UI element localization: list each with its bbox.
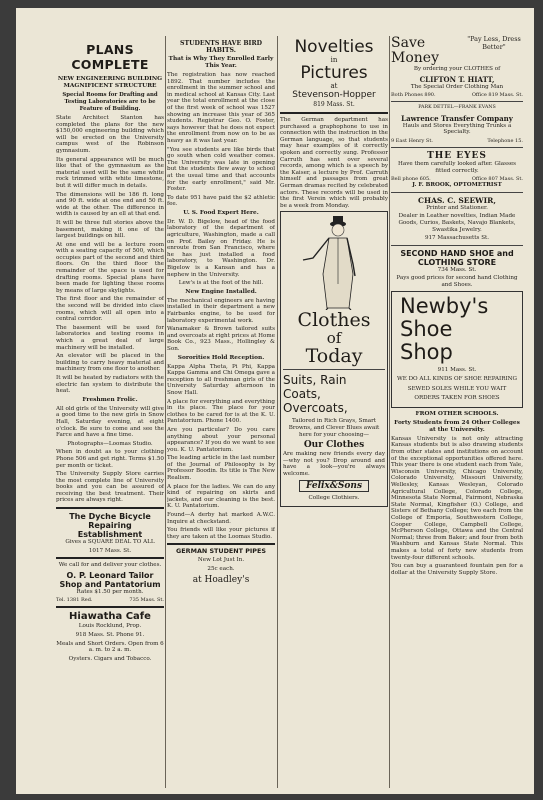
paragraph: When in doubt as to your clothing Phone 506 and get right. Terms $1.50 per month or ticket. [56,449,164,469]
ad-pipes-head: GERMAN STUDENT PIPES [176,547,266,556]
ad-are-making: Are making new friends every day—why not you? Drop around and have a look—you're always welcome. [283,451,385,477]
paragraph: The mechanical engineers are having installed in their department a new Fairbanks engine, to be used for laboratory experimental work. [167,297,275,324]
ad-second-hand-text: Pays good prices for second hand Clothing and Shoes. [396,275,518,288]
ad-seewir-name: CHAS. C. SEEWIR, [418,195,496,205]
ad-suits: Suits, Rain Coats, Overcoats, [283,373,348,416]
divider [391,245,523,246]
paragraph: You can buy a guaranteed fountain pen for a dollar at the University Supply Store. [391,563,523,576]
ad-leonard-rate: Rates $1.50 per month. [76,588,144,595]
ad-novelties-store: Stevenson-Hopper [292,90,376,100]
ad-eyes-office: Office 807 Mass. St. [471,176,523,183]
ad-transfer-name: Lawrence Transfer Company [401,113,513,123]
ad-our-clothes: Our Clothes [303,440,365,451]
ad-second-hand-address: 734 Mass. St. [437,266,477,273]
ad-pipes-line: 25c each. [207,566,235,572]
ad-novelties-address: 819 Mass. St. [313,101,355,108]
ad-dyche-line: Gives a SQUARE DEAL TO ALL [65,539,155,546]
paragraph: The leading article in the last number of the Journal of Philosophy is by Professor Boodin. Its title is The New Realism. [167,455,275,482]
ad-transfer-address: 9 East Henry St. [391,137,433,144]
paragraph: The registration has now reached 1892. That number includes the enrollment in the summer school and in medical school at Kansas City. Last year the total enrollment at the close of the first week of school was 1527 showing an increase this year of 365 students. Registrar Geo. O. Foster, says however that he does not expect the enrollment from now on to be as heavy as it was last year. [167,72,275,144]
ad-order-line: By ordering your CLOTHES of [413,66,501,72]
man-in-overcoat-icon [283,214,387,310]
divider [167,543,275,545]
ad-leonard-tel: Tel. 1381 Red. [56,597,93,604]
ad-transfer-contact [391,138,523,144]
paragraph: State Architect Stanton has completed the plans for the new $150,000 engineering building which will be erected on the University campus west of the Robinson gymnasium. [56,115,164,154]
subhead: That is Why They Enrolled Early This Year. [168,56,274,69]
paragraph: All old girls of the University will give a good time to the new girls in Snow Hall, Saturday evening, at eight o'clock. Be sure to come and see the Farce and have a fine time. [56,405,164,439]
ad-hiatt-phone: Both Phones 890. [391,92,436,99]
ad-pipes-hoadley: at Hoadley's [192,574,250,585]
ad-seewir-sub: Printer and Stationer. [426,204,488,211]
column-2 [167,36,275,788]
column-rule [277,36,278,788]
engine-head: New Engine Installed. [185,288,257,295]
ad-save-money [391,36,523,66]
ad-college-clothiers: College Clothiers. [308,495,360,502]
ad-newby-repair: WE DO ALL KINDS OF SHOE REPAIRING [396,376,518,383]
paragraph: Are you particular? Do you care anything about your personal appearance? If you do we want to see you. K. U. Pantatorium. [167,426,275,453]
food-expert-head: U. S. Food Expert Here. [183,209,259,216]
ad-eyes-title: THE EYES [427,150,487,161]
save-word: Save [391,36,426,51]
paragraph: An elevator will be placed in the building to carry heavy material and machinery from one floor to another. [56,353,164,373]
other-schools-head: FROM OTHER SCHOOLS. [415,410,499,417]
ad-leonard-address: 735 Mass. St. [129,597,164,604]
subhead: NEW ENGINEERING BUILDING MAGNIFICENT STRUCTURE [57,76,163,89]
divider [56,507,164,509]
paragraph: To date 951 have paid the $2 athletic fee. [167,194,275,208]
ad-eyes-phone: Bell phone 605. [391,176,431,183]
ad-hiawatha-line: Meals and Short Orders. Open from 6 a. m. to 2 a. m. [56,640,164,654]
ad-clothes-line1: Clothes [297,309,371,332]
column-3 [280,36,388,788]
ad-novelties-pictures: Pictures [300,63,368,83]
ad-transfer-top: PARK DETTEL—FRANK EVANS [418,105,496,111]
ad-leonard-top: We call for and deliver your clothes. [58,562,162,569]
paragraph: Wanamaker & Brown tailored suits and overcoats at right prices at Home Book Co., 923 Mass., Hollingley & Son. [167,326,275,352]
paragraph: The German department has purchased a graphophone to use in connection with the instruction in the German language, so that students may hear examples of it correctly spoken and correctly sung. Professor Carruth has sent over several records, among which is a speech by the Kaiser, a lecture by Prof. Carruth himself and passages from great German dramas recited by celebrated actors. These records will be used in the first Verein which will probably be a week from Monday. [280,117,388,209]
paragraph: Kansas University is not only attracting Kansas students but is also drawing students from other states and institutions on account of the exceptional opportunities offered here. This year there is one student each from Yale, Wisconsin University, Chicago University, Colorado University, Missouri University, Wellesley, Kansas Wesleyan, Colorado Agricultural College, Colorado College, Minnesota State Normal, Fairmont, Nebraska State Normal, Kingfisher (O.) College, and Sisters of Bethany College; two each from the College of Emporia, Southwestern College, Cooper College, Campbell College, McPherson College, Ottawa and the Central Normal; three from Baker; and four from both Washburn and Kansas State Normal. This makes a total of forty new students from twenty-four different schools. [391,435,523,561]
ad-hiatt-sub: The Special Order Clothing Man [410,83,504,90]
ad-hiatt-office: Office 819 Mass. St. [471,92,523,99]
ad-clothes-line3: Today [305,345,363,368]
ad-seewir-text: Dealer in Leather novelties, Indian Made Goods, Curios, Baskets, Navajo Blankets, Swastika Jewelry. [398,213,516,233]
freshmen-frolic-head: Freshmen Frolic. [82,396,138,403]
paragraph: The basement will be used for laboratories and testing rooms in which a great deal of large machinery will be installed. [56,324,164,351]
ad-newby-orders: ORDERS TAKEN FOR SHOES [414,395,500,402]
paragraph: The University Supply Store carries the most complete line of University books and you can be assured of receiving the best treatment. Their prices are always right. [56,471,164,504]
ad-newby-line2: Shoe [400,316,453,341]
ad-seewir-address: 917 Massachusetts St. [424,235,490,242]
divider [56,557,164,559]
ad-eyes-sub: Have them carefully looked after. Glasses fitted correctly. [397,160,517,174]
divider [391,192,523,193]
ad-eyes-name: J. F. BROOK, OPTOMETRIST [412,182,502,189]
divider [283,369,385,370]
paragraph: It will be heated by radiators with the electric fan system to distribute the heat. [56,374,164,395]
paragraph: A place for everything and everything in its place. The place for your clothes to be cared for is at the K. U. Pantatorium. Phone 1400. [167,398,275,425]
column-rule [389,36,390,788]
ad-hiawatha-title: Hiawatha Cafe [69,611,151,623]
column-1 [56,36,164,788]
paragraph: It will be three full stories above the basement, making it one of the largest buildings on hill. [56,219,164,240]
column-4 [391,36,523,788]
ad-dyche-address: 1017 Mass. St. [88,547,132,554]
ad-hiawatha-line: 918 Mass. St. Phone 91. [75,632,145,639]
money-word: Money [391,50,439,66]
headline-bird-habits: STUDENTS HAVE BIRD HABITS. [180,40,262,54]
ad-leonard-title: O. P. Leonard Tailor Shop and Pantatorium [59,570,161,589]
divider [391,147,523,148]
paragraph: You friends will like your pictures if they are taken at the Loomas Studio. [167,527,275,540]
save-money-title [391,36,439,66]
lew-notice: Lew's is at the foot of the hill. [178,280,264,287]
paragraph: Kappa Alpha Theta, Pi Phi, Kappa Kappa Gamma and Chi Omega gave a reception to all freshman girls of the University Saturday afternoon in Snow Hall. [167,363,275,396]
ad-newby-line1: Newby's [400,293,489,318]
ad-brand-logo: Felix&Sons [299,480,369,492]
divider [391,101,523,102]
ad-transfer-sub: Hauls and Stores Everything Trunks a Specialty. [402,122,512,136]
newspaper-page [16,8,534,794]
photo-notice: Photographs—Loomas Studio. [67,440,153,447]
paragraph: "You see students are like birds that go south when cold weather comes. The University was late in opening but the students flew away to school at the usual time and that accounts for the early enrollment," said Mr. Foster. [167,146,275,193]
paragraph: A place for the ladies. We can do any kind of repairing on skirts and jackets, and our cleaning is the best. K. U. Pantatorium. [167,483,275,510]
ad-novelties-title: Novelties [294,37,374,57]
ad-pipes-line: New Lot Just In. [197,557,245,564]
headline-plans-complete: PLANS COMPLETE [71,42,149,72]
divider [280,112,388,114]
paragraph: At one end will be a lecture room with a seating capacity of 500, which occupies part of the second and third floors. On the third floor the remainder of the space is used for drafting rooms. Special plans have been made for lighting these rooms by means of large skylights. [56,241,164,294]
ad-hiawatha-owner: Louis Rocklund, Prop. [78,623,142,630]
ad-newby-address: 911 Mass. St. [437,366,477,373]
ad-newby-sewed: SEWED SOLES WHILE YOU WAIT [407,385,507,392]
ad-novelties-at: at [330,82,338,90]
paragraph: Found—A derby hat marked A.W.C. Inquire at checkstand. [167,512,275,525]
ad-hiawatha-line: Oysters. Cigars and Tobacco. [68,655,152,662]
paragraph: Its general appearance will be much like that of the gymnasium as the material used will be the same white rock trimmed with white limestone, but it will differ much in details. [56,156,164,189]
ad-newby-line3: Shop [400,339,453,364]
ad-transfer-phone: Telephone 15. [487,137,523,144]
ad-newby-shoe-shop [391,291,523,408]
ad-clothes-of-today [280,211,388,507]
ad-leonard-contact [56,597,164,603]
ad-clothes-line2: of [326,329,342,348]
column-rule [165,36,166,788]
ad-novelties-in: in [330,56,338,64]
paragraph: Dr. W. D. Bigelow, head of the food laboratory of the department of agriculture, Washington, made a call on Prof. Bailey on Friday. He is enroute from San Francisco, where he has just installed a food laboratory, to Washington. Dr. Bigelow is a Kansan and has a nephew in the University. [167,218,275,278]
ad-second-hand-title: SECOND HAND SHOE and CLOTHING STORE [400,248,514,267]
pay-less-slogan: "Pay Less, Dress Better" [467,36,521,51]
man-illustration [283,214,385,310]
sororities-head: Sororities Hold Reception. [177,354,265,361]
ad-hiatt-contact [391,92,523,98]
paragraph: The dimensions will be 186 ft. long and 90 ft. wide at one end and 50 ft. wide at the other. The difference in width is caused by an ell at that end. [56,191,164,218]
divider [56,606,164,608]
forty-students-head: Forty Students from 24 Other Colleges at the University. [394,419,520,433]
paragraph: The first floor and the remainder of the second will be divided into class rooms, which will all open into a central corridor. [56,296,164,323]
ad-hiatt-name: CLIFTON T. HIATT, [419,74,495,84]
ad-tailored: Tailored in Rich Grays, Smart Browns, and Clever Blues await here for your choosing— [288,418,380,438]
subhead-2: Special Rooms for Drafting and Testing Laboratories are to be Feature of Building. [62,92,158,112]
ad-dyche-title: The Dyche Bicycle Repairing Establishment [69,512,151,540]
